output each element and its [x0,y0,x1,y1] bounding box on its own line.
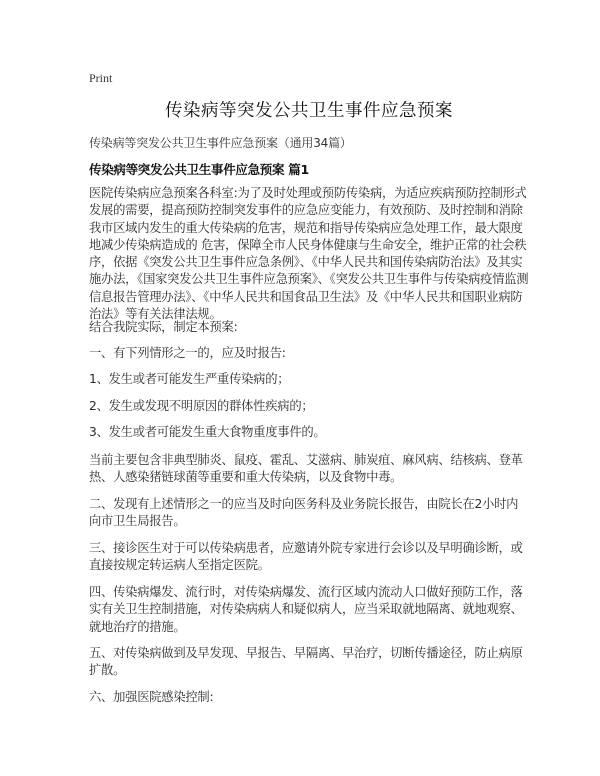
paragraph: 五、对传染病做到及早发现、早报告、早隔离、早治疗，切断传播途径，防止病原扩散。 [89,646,523,678]
document-title: 传染病等突发公共卫生事件应急预案 [165,101,453,121]
paragraph: 六、加强医院感染控制: [89,690,214,704]
print-label: Print [89,71,113,85]
paragraph: 当前主要包含非典型肺炎、鼠疫、霍乱、艾滋病、肺炭疽、麻风病、结核病、登革热、人感染猪链球菌等重要和重大传染病，以及食物中毒。 [89,453,523,485]
paragraph: 结合我院实际，制定本预案: [89,320,238,334]
paragraph: 三、接诊医生对于可以传染病患者，应邀请外院专家进行会诊以及早明确诊断，或直接按规定转运病人至指定医院。 [89,541,523,573]
list-item: 2、发生或发现不明原因的群体性疾病的； [89,399,314,413]
paragraph: 一、有下列情形之一的，应及时报告: [89,346,286,360]
list-item: 3、发生或者可能发生重大食物重度事件的。 [89,425,326,439]
paragraph: 四、传染病爆发、流行时，对传染病爆发、流行区域内流动人口做好预防工作，落实有关卫生控制措施，对传染病病人和疑似病人，应当采取就地隔离、就地观察、就地治疗的措施。 [89,585,523,634]
document-subtitle: 传染病等突发公共卫生事件应急预案（通用34篇） [89,136,352,150]
section-heading: 传染病等突发公共卫生事件应急预案 篇1 [89,162,309,177]
intro-paragraph: 医院传染病应急预案各科室:为了及时处理或预防传染病，为适应疾病预防控制形式发展的需要，提高预防控制突发事件的应急应变能力，有效预防、及时控制和消除我市区域内发生的重大传染病的危害，规范和指导传染病应急处理工作，最大限度地减少传染病造成的 危害，保障全市人民身体健康与生命安全，维护正常的社会秩序，依据《突发公共卫生事件应急条例》、《中华人民共和国传染病防治法》及其实施办法，《国家突发公共卫生事件应急预案》、《突发公共卫生事件与传染病疫情监测信息报告管理办法》、《中华人民共和国食品卫生法》及《中华人民共和国职业病防治法》等有关法律法规。 [89,186,529,322]
paragraph: 二、发现有上述情形之一的应当及时向医务科及业务院长报告，由院长在2小时内向市卫生局报告。 [89,497,519,529]
list-item: 1、发生或者可能发生严重传染病的； [89,372,290,386]
